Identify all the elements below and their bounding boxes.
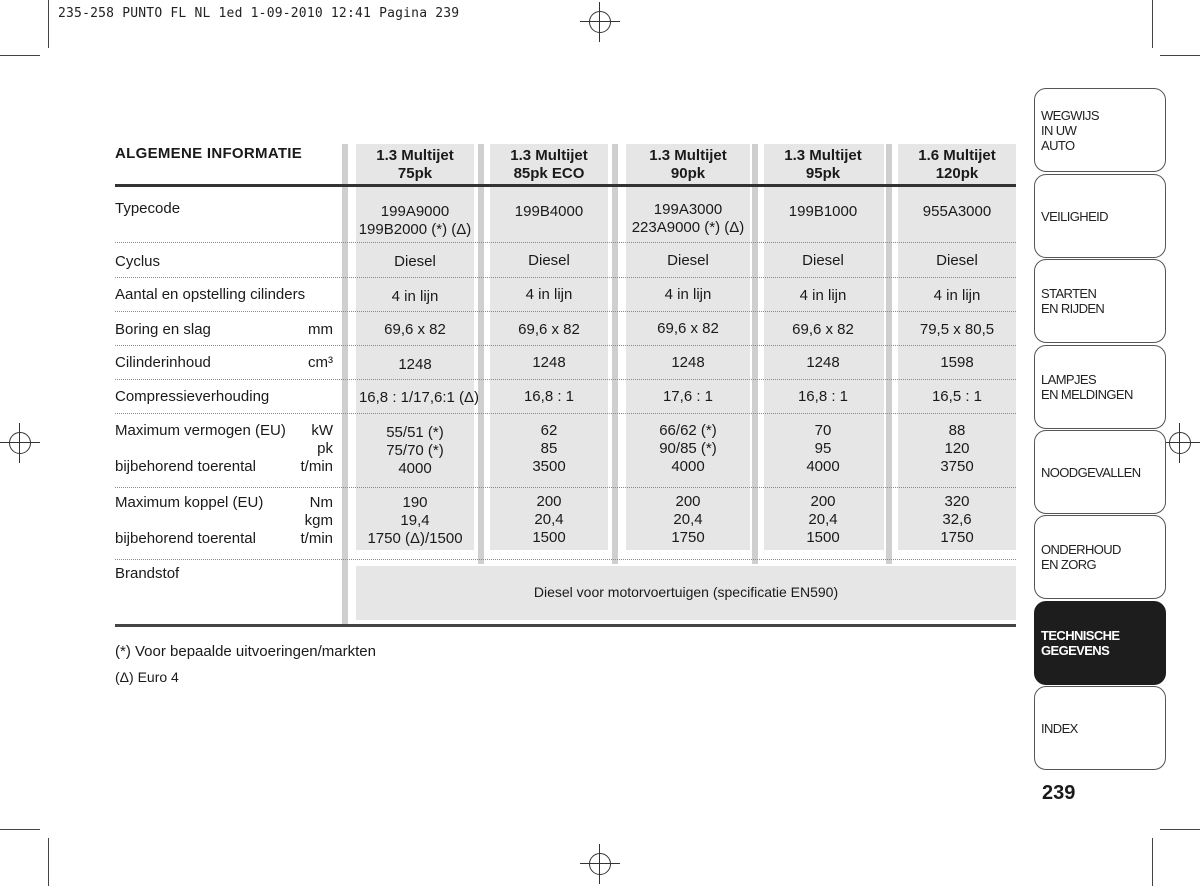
tab-noodgevallen[interactable]: NOODGEVALLEN [1034,430,1166,514]
footnote: (*) Voor bepaalde uitvoeringen/markten [115,643,376,660]
row-divider [115,487,1016,488]
table-title: ALGEMENE INFORMATIE [115,145,303,162]
row-divider [115,277,1016,278]
row-divider [115,413,1016,414]
table-bottom-rule [115,624,1016,627]
row-divider [115,559,1016,560]
row-divider [115,311,1016,312]
header-rule [115,184,1016,187]
row-divider [115,242,1016,243]
column-header: 1.3 Multijet 85pk ECO [510,147,588,182]
registration-mark-icon [1160,423,1200,463]
tab-starten[interactable]: STARTEN EN RIJDEN [1034,259,1166,343]
tab-onderhoud[interactable]: ONDERHOUD EN ZORG [1034,515,1166,599]
registration-mark-icon [580,2,620,42]
column-header: 1.3 Multijet 90pk [649,147,727,182]
fuel-value: Diesel voor motorvoertuigen (specificatie EN590) [533,584,839,600]
tab-veiligheid[interactable]: VEILIGHEID [1034,174,1166,258]
crop-mark [48,838,49,886]
footnote: (Δ) Euro 4 [115,669,179,685]
column-separator [342,144,348,627]
tab-lampjes[interactable]: LAMPJES EN MELDINGEN [1034,345,1166,429]
page-number: 239 [1042,782,1076,804]
crop-mark [48,0,49,48]
crop-mark [0,55,40,56]
tab-wegwijs[interactable]: WEGWIJS IN UW AUTO [1034,88,1166,172]
registration-mark-icon [580,844,620,884]
row-divider [115,379,1016,380]
crop-mark [1160,829,1200,830]
column-header: 1.3 Multijet 75pk [376,147,454,182]
column-header: 1.3 Multijet 95pk [784,147,862,182]
crop-mark [1160,55,1200,56]
column-header: 1.6 Multijet 120pk [918,147,996,182]
crop-mark [1152,838,1153,886]
row-divider [115,345,1016,346]
crop-mark [1152,0,1153,48]
tab-technische-gegevens[interactable]: TECHNISCHE GEGEVENS [1034,601,1166,685]
registration-mark-icon [0,423,40,463]
crop-mark [0,829,40,830]
print-header: 235-258 PUNTO FL NL 1ed 1-09-2010 12:41 Pagina 239 [58,6,460,21]
tab-index[interactable]: INDEX [1034,686,1166,770]
